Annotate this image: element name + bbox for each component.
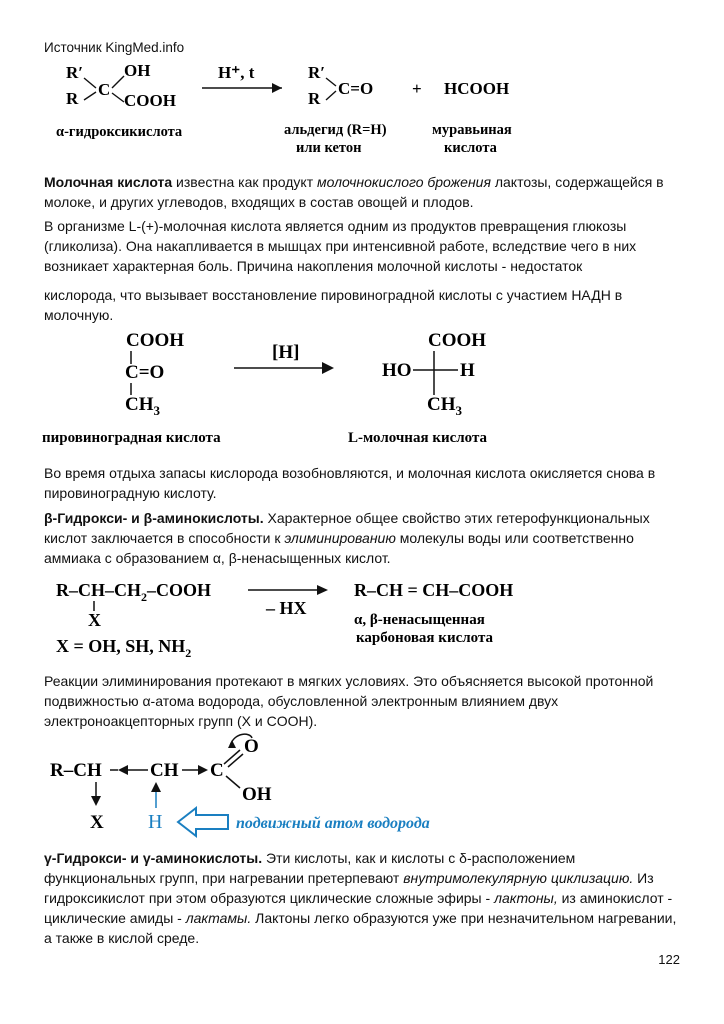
scheme2-prod-cooh: COOH xyxy=(428,330,487,351)
scheme2-svg xyxy=(30,322,570,452)
para5-text1: Характерное общее свойство этих гетерофункциональных кислот заключается в способности к xyxy=(44,510,650,546)
scheme4-o: O xyxy=(244,736,259,757)
scheme1-c: C xyxy=(98,80,111,99)
scheme1-prod-co: C=O xyxy=(338,79,374,98)
scheme3-svg xyxy=(50,574,610,664)
scheme4-arrow-right xyxy=(198,765,208,775)
scheme1-r1: R′ xyxy=(66,63,84,82)
scheme4-r-ch: R–CH xyxy=(50,760,102,781)
scheme1-oh: OH xyxy=(124,61,151,80)
paragraph-gamma-acids xyxy=(44,848,684,948)
scheme2-reagent: [H] xyxy=(272,342,300,363)
para7-text3: из аминокислот - циклические амиды - xyxy=(44,890,673,926)
scheme1-prod-r2: R xyxy=(308,89,321,108)
scheme4-h: H xyxy=(148,811,163,833)
scheme1-label-reactant: α-гидроксикислота xyxy=(56,124,183,140)
scheme3-reactant: $R-CH-CH_2$–COOH xyxy=(56,580,212,604)
para7-italic2: лактоны, xyxy=(494,890,558,906)
scheme-alpha-hydroxyacid xyxy=(40,58,580,158)
para1-italic: молочнокислого брожения xyxy=(317,174,491,190)
paragraph-nadh: кислорода, что вызывает восстановление пировиноградной кислоты с участием НАДН в молочную. xyxy=(44,287,623,323)
scheme-pyruvic-to-lactic xyxy=(30,322,570,452)
scheme3-x: X xyxy=(88,610,101,630)
scheme2-co: C=O xyxy=(125,362,165,383)
scheme1-label-product1-line2: или кетон xyxy=(296,140,362,156)
para1-text1: известна как продукт xyxy=(172,174,318,190)
scheme4-hollow-arrow xyxy=(178,808,228,836)
para7-text4: Лактоны легко образуются уже при незначительном нагревании, а также в кислой среде. xyxy=(44,910,677,946)
scheme1-prod-r1: R′ xyxy=(308,63,326,82)
para7-italic1: внутримолекулярную циклизацию. xyxy=(403,870,634,886)
scheme1-condition: H⁺, t xyxy=(218,63,255,82)
page-number: 122 xyxy=(658,952,680,967)
para7-italic3: лактамы. xyxy=(185,910,252,926)
scheme1-cooh: COOH xyxy=(124,91,176,110)
scheme-elimination xyxy=(50,574,610,664)
scheme3-product: R–CH = CH–COOH xyxy=(354,580,514,600)
scheme2-label-product: L-молочная кислота xyxy=(348,430,488,446)
scheme4-x: X xyxy=(90,812,104,833)
scheme2-arrow-head xyxy=(322,362,334,374)
scheme2-label-reactant: пировиноградная кислота xyxy=(42,430,221,446)
scheme2-prod-ho: HO xyxy=(382,360,412,381)
paragraph-rest-oxygen: Во время отдыха запасы кислорода возобновляются, и молочная кислота окисляется снова в пировиноградную кислоту. xyxy=(44,465,656,501)
scheme1-hcooh: HCOOH xyxy=(444,79,510,98)
para5-italic: элиминированию xyxy=(284,530,396,546)
scheme1-label-product2-line1: муравьиная xyxy=(432,122,512,138)
scheme2-ch3: $CH_3$ xyxy=(125,394,160,418)
paragraph-lactic-acid xyxy=(44,172,684,212)
scheme1-svg xyxy=(40,58,580,158)
para1-bold: Молочная кислота xyxy=(44,174,173,190)
scheme4-svg xyxy=(44,730,504,840)
scheme1-plus: + xyxy=(412,79,422,98)
scheme3-label-line2: карбоновая кислота xyxy=(356,630,494,646)
scheme4-arrow-left-1 xyxy=(118,765,128,775)
scheme1-label-product2-line2: кислота xyxy=(444,140,497,156)
scheme1-label-product1-line1: альдегид (R=H) xyxy=(284,122,387,138)
scheme3-x-definition: X = OH, SH, $NH_2$ xyxy=(56,636,192,660)
para7-bold: γ-Гидрокси- и γ-аминокислоты. xyxy=(44,850,263,866)
scheme3-arrow-head xyxy=(317,585,328,595)
scheme3-label-line1: α, β-ненасыщенная xyxy=(354,612,485,628)
para7-text2: Из гидроксикислот при этом образуются циклические сложные эфиры - xyxy=(44,870,654,906)
paragraph-glycolysis: В организме L-(+)-молочная кислота является одним из продуктов превращения глюкозы (гликолиза). Она накапливается в мышцах при интенсивной работе, вследствие чего в них возникает характерная боль. Причина накопления молочной кислоты - недостаток xyxy=(44,218,637,274)
scheme2-prod-h: H xyxy=(460,360,475,381)
scheme2-cooh: COOH xyxy=(126,330,185,351)
paragraph-beta-acids xyxy=(44,508,684,568)
scheme4-oh: OH xyxy=(242,784,272,805)
para5-bold: β-Гидрокси- и β-аминокислоты. xyxy=(44,510,264,526)
scheme1-arrow-head xyxy=(272,83,282,93)
scheme4-arrow-down xyxy=(91,796,101,806)
para1-text2: лактозы, содержащейся в молоке, и других углеводов, входящих в состав овощей и плодов. xyxy=(44,174,664,210)
scheme2-prod-ch3: $CH_3$ xyxy=(427,394,462,418)
scheme3-condition: – HX xyxy=(266,598,307,618)
scheme4-c: C xyxy=(210,760,224,781)
para5-text2: молекулы воды или соответственно аммиака с образованием α, β-ненасыщенных кислот. xyxy=(44,530,634,566)
scheme1-r2: R xyxy=(66,89,79,108)
scheme4-ch: CH xyxy=(150,760,179,781)
source-header: Источник KingMed.info xyxy=(44,40,185,55)
scheme-mobile-hydrogen xyxy=(44,730,504,840)
paragraph-elimination-conditions: Реакции элиминирования протекают в мягких условиях. Это объясняется высокой протонной подвижностью α-атома водорода, обусловленной электронным влиянием двух электроноакцепторных групп (X и COOH). xyxy=(44,673,654,729)
scheme4-caption: подвижный атом водорода xyxy=(236,815,430,832)
scheme4-curved-arrow-head xyxy=(228,740,236,748)
para7-text1: Эти кислоты, как и кислоты с δ-расположением функциональных групп, при нагревании претерпевают xyxy=(44,850,576,886)
scheme4-arrow-up xyxy=(151,782,161,792)
